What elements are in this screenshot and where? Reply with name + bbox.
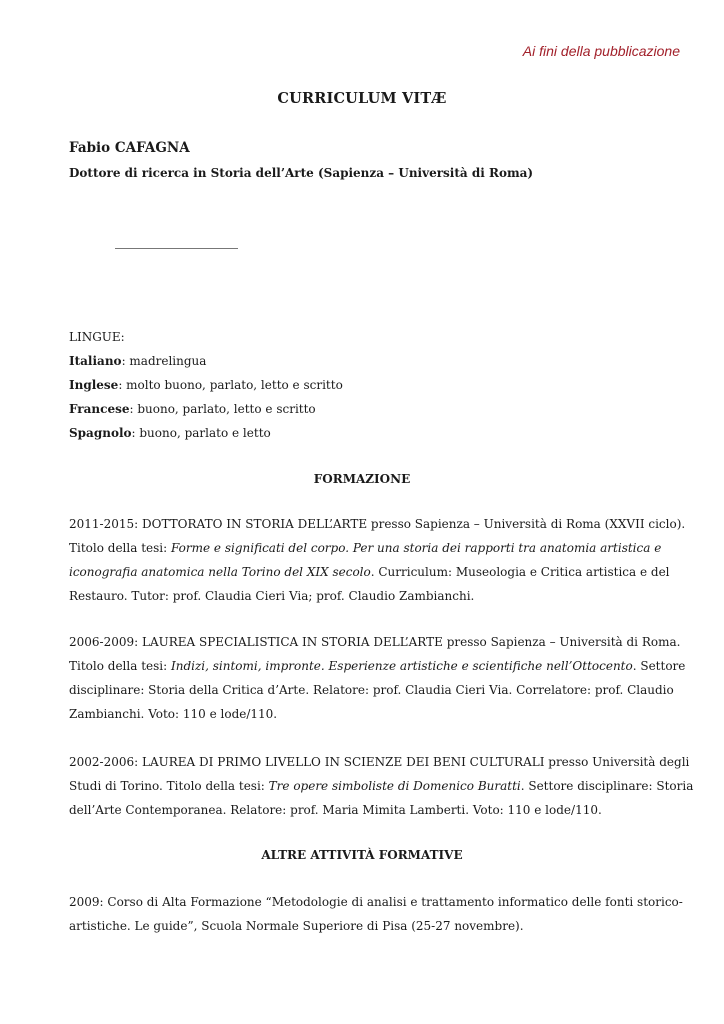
- author-qualification: Dottore di ricerca in Storia dell’Arte (Sapienza – Università di Roma): [69, 166, 534, 180]
- entry-line: artistiche. Le guide”, Scuola Normale Superiore di Pisa (25-27 novembre).: [69, 919, 524, 933]
- language-name: Inglese: [69, 378, 119, 392]
- entry-line: Studi di Torino. Titolo della tesi: Tre opere simboliste di Domenico Buratti. Settore disciplinare: Storia: [69, 779, 694, 793]
- training-entry: [69, 890, 683, 938]
- section-heading-formazione: FORMAZIONE: [313, 472, 411, 486]
- entry-line: Titolo della tesi: Indizi, sintomi, impronte. Esperienze artistiche e scientifiche nell’Ottocento. Settore: [69, 659, 686, 673]
- language-item: [69, 426, 271, 440]
- language-level: : buono, parlato e letto: [131, 426, 271, 440]
- entry-line: disciplinare: Storia della Critica d’Arte. Relatore: prof. Claudia Cieri Via. Correlatore: prof. Claudio: [69, 683, 674, 697]
- language-item: [69, 378, 343, 392]
- entry-line: dell’Arte Contemporanea. Relatore: prof. Maria Mimita Lamberti. Voto: 110 e lode/110.: [69, 803, 602, 817]
- entry-line: 2009: Corso di Alta Formazione “Metodologie di analisi e trattamento informatico delle fonti storico-: [69, 895, 683, 909]
- language-name: Francese: [69, 402, 130, 416]
- language-name: Spagnolo: [69, 426, 132, 440]
- thesis-title: Indizi, sintomi, impronte. Esperienze artistiche e scientifiche nell’Ottocento: [170, 659, 633, 673]
- language-name: Italiano: [69, 354, 122, 368]
- language-level: : madrelingua: [121, 354, 207, 368]
- education-entry: [69, 630, 686, 726]
- author-name: Fabio CAFAGNA: [69, 140, 190, 156]
- thesis-title: Tre opere simboliste di Domenico Buratti: [268, 779, 521, 793]
- entry-line: 2011-2015: DOTTORATO IN STORIA DELL’ARTE presso Sapienza – Università di Roma (XXVII ciclo).: [69, 517, 686, 531]
- entry-line: Zambianchi. Voto: 110 e lode/110.: [69, 707, 278, 721]
- entry-line: Restauro. Tutor: prof. Claudia Cieri Via; prof. Claudio Zambianchi.: [69, 589, 475, 603]
- education-entry: [69, 512, 686, 608]
- thesis-title: Forme e significati del corpo. Per una storia dei rapporti tra anatomia artistica e: [170, 541, 662, 555]
- entry-line: iconografia anatomica nella Torino del XIX secolo. Curriculum: Museologia e Critica artistica e del: [69, 565, 670, 579]
- entry-line: 2002-2006: LAUREA DI PRIMO LIVELLO IN SCIENZE DEI BENI CULTURALI presso Università degli: [69, 755, 690, 769]
- education-entry: [69, 750, 694, 822]
- entry-line: 2006-2009: LAUREA SPECIALISTICA IN STORIA DELL’ARTE presso Sapienza – Università di Roma.: [69, 635, 681, 649]
- thesis-title: iconografia anatomica nella Torino del XIX secolo: [69, 565, 371, 579]
- publication-note: Ai fini della pubblicazione: [522, 43, 680, 59]
- languages-heading: LINGUE:: [69, 330, 125, 344]
- section-heading-altre-attivita: ALTRE ATTIVITÀ FORMATIVE: [261, 848, 463, 862]
- language-level: : buono, parlato, letto e scritto: [129, 402, 316, 416]
- language-item: [69, 402, 316, 416]
- document-title: CURRICULUM VITÆ: [277, 90, 447, 107]
- language-level: : molto buono, parlato, letto e scritto: [118, 378, 343, 392]
- separator-line: [115, 248, 238, 249]
- entry-line: Titolo della tesi: Forme e significati del corpo. Per una storia dei rapporti tra anatomia artistica e: [69, 541, 662, 555]
- language-item: [69, 354, 206, 368]
